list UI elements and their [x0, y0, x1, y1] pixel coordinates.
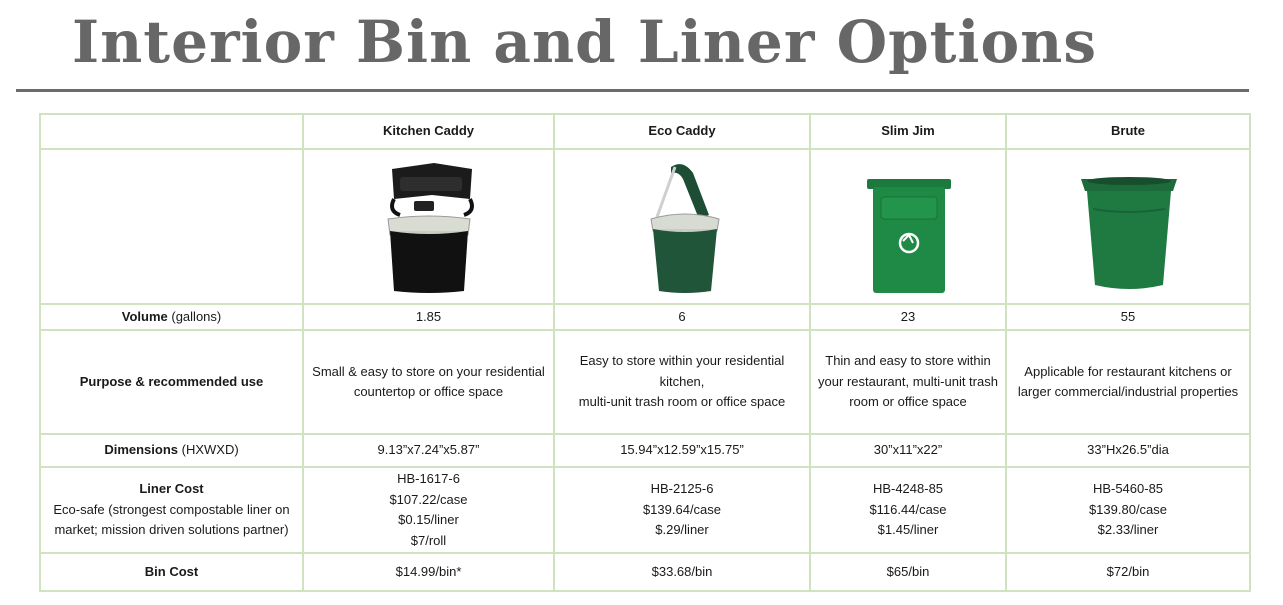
brute-bin-image — [1073, 157, 1183, 297]
liner-cost-label-note: Eco-safe (strongest compostable liner on — [53, 501, 290, 517]
slim-jim-image-cell — [810, 149, 1006, 304]
volume-row — [40, 304, 1250, 330]
liner-cost-brute — [1006, 467, 1250, 553]
header-empty-cell — [40, 114, 303, 149]
volume-eco-caddy: 6 — [554, 304, 810, 330]
purpose-eco-caddy-line: multi-unit trash room or office space — [578, 394, 786, 410]
purpose-eco-caddy — [554, 330, 810, 434]
bin-cost-brute: $72/bin — [1006, 553, 1250, 591]
volume-label — [40, 304, 303, 330]
purpose-kitchen-caddy — [303, 330, 554, 434]
dimensions-slim-jim: 30”x11”x22” — [810, 434, 1006, 467]
purpose-eco-caddy-line: Easy to store within your residential kitchen, — [579, 353, 785, 389]
liner-case-price: $116.44/case — [869, 501, 947, 517]
purpose-slim-jim-line: Thin and easy to store within — [825, 353, 991, 369]
purpose-slim-jim — [810, 330, 1006, 434]
image-row-label-cell — [40, 149, 303, 304]
purpose-brute-line: Applicable for restaurant kitchens or — [1024, 363, 1232, 379]
liner-cost-label-note: market; mission driven solutions partner) — [54, 522, 289, 538]
liner-unit-price: $2.33/liner — [1097, 522, 1159, 538]
purpose-slim-jim-line: room or office space — [849, 394, 967, 410]
purpose-label: Purpose & recommended use — [40, 330, 303, 434]
kitchen-caddy-bin-image — [374, 157, 484, 297]
kitchen-caddy-image-cell — [303, 149, 554, 304]
volume-label-text: Volume — [121, 308, 168, 324]
volume-slim-jim: 23 — [810, 304, 1006, 330]
column-header-eco-caddy: Eco Caddy — [554, 114, 810, 149]
dimensions-kitchen-caddy: 9.13”x7.24”x5.87” — [303, 434, 554, 467]
dimensions-row — [40, 434, 1250, 467]
dimensions-brute: 33”Hx26.5”dia — [1006, 434, 1250, 467]
dimensions-label-text: Dimensions — [104, 442, 178, 458]
liner-cost-label — [40, 467, 303, 553]
purpose-row — [40, 330, 1250, 434]
slim-jim-bin-image — [853, 157, 963, 297]
header-row — [40, 114, 1250, 149]
volume-label-unit: (gallons) — [171, 308, 222, 324]
eco-caddy-image-cell — [554, 149, 810, 304]
page-title: Interior Bin and Liner Options — [72, 8, 1097, 76]
brute-image-cell — [1006, 149, 1250, 304]
liner-sku: HB-5460-85 — [1092, 481, 1164, 497]
liner-cost-label-title: Liner Cost — [139, 481, 204, 497]
purpose-kitchen-caddy-line: countertop or office space — [353, 384, 504, 399]
bin-cost-label: Bin Cost — [40, 553, 303, 591]
title-divider — [16, 89, 1249, 92]
eco-caddy-bin-image — [627, 157, 737, 297]
liner-cost-eco-caddy — [554, 467, 810, 553]
dimensions-eco-caddy: 15.94”x12.59”x15.75” — [554, 434, 810, 467]
column-header-kitchen-caddy: Kitchen Caddy — [303, 114, 554, 149]
dimensions-label — [40, 434, 303, 467]
column-header-brute: Brute — [1006, 114, 1250, 149]
liner-unit-price: $1.45/liner — [877, 522, 939, 538]
liner-case-price: $139.64/case — [642, 501, 722, 517]
liner-case-price: $107.22/case — [389, 491, 468, 507]
purpose-brute — [1006, 330, 1250, 434]
liner-unit-price: $0.15/liner — [398, 512, 459, 527]
liner-cost-row — [40, 467, 1250, 553]
liner-unit-price: $.29/liner — [655, 522, 709, 538]
liner-roll-price: $7/roll — [410, 532, 447, 548]
image-row — [40, 149, 1250, 304]
purpose-slim-jim-line: your restaurant, multi-unit trash — [818, 373, 998, 389]
column-header-slim-jim: Slim Jim — [810, 114, 1006, 149]
bin-comparison-table — [39, 113, 1251, 592]
liner-cost-slim-jim — [810, 467, 1006, 553]
liner-sku: HB-2125-6 — [650, 481, 714, 497]
volume-kitchen-caddy: 1.85 — [303, 304, 554, 330]
dimensions-label-unit: (HXWXD) — [181, 442, 239, 458]
volume-brute: 55 — [1006, 304, 1250, 330]
liner-sku: HB-1617-6 — [397, 471, 460, 486]
bin-cost-row — [40, 553, 1250, 591]
bin-cost-kitchen-caddy: $14.99/bin* — [303, 553, 554, 591]
purpose-kitchen-caddy-line: Small & easy to store on your residential — [312, 363, 545, 379]
purpose-brute-line: larger commercial/industrial properties — [1017, 384, 1239, 399]
liner-sku: HB-4248-85 — [872, 481, 944, 497]
liner-cost-kitchen-caddy — [303, 467, 554, 553]
liner-case-price: $139.80/case — [1088, 501, 1168, 517]
bin-cost-slim-jim: $65/bin — [810, 553, 1006, 591]
bin-cost-eco-caddy: $33.68/bin — [554, 553, 810, 591]
